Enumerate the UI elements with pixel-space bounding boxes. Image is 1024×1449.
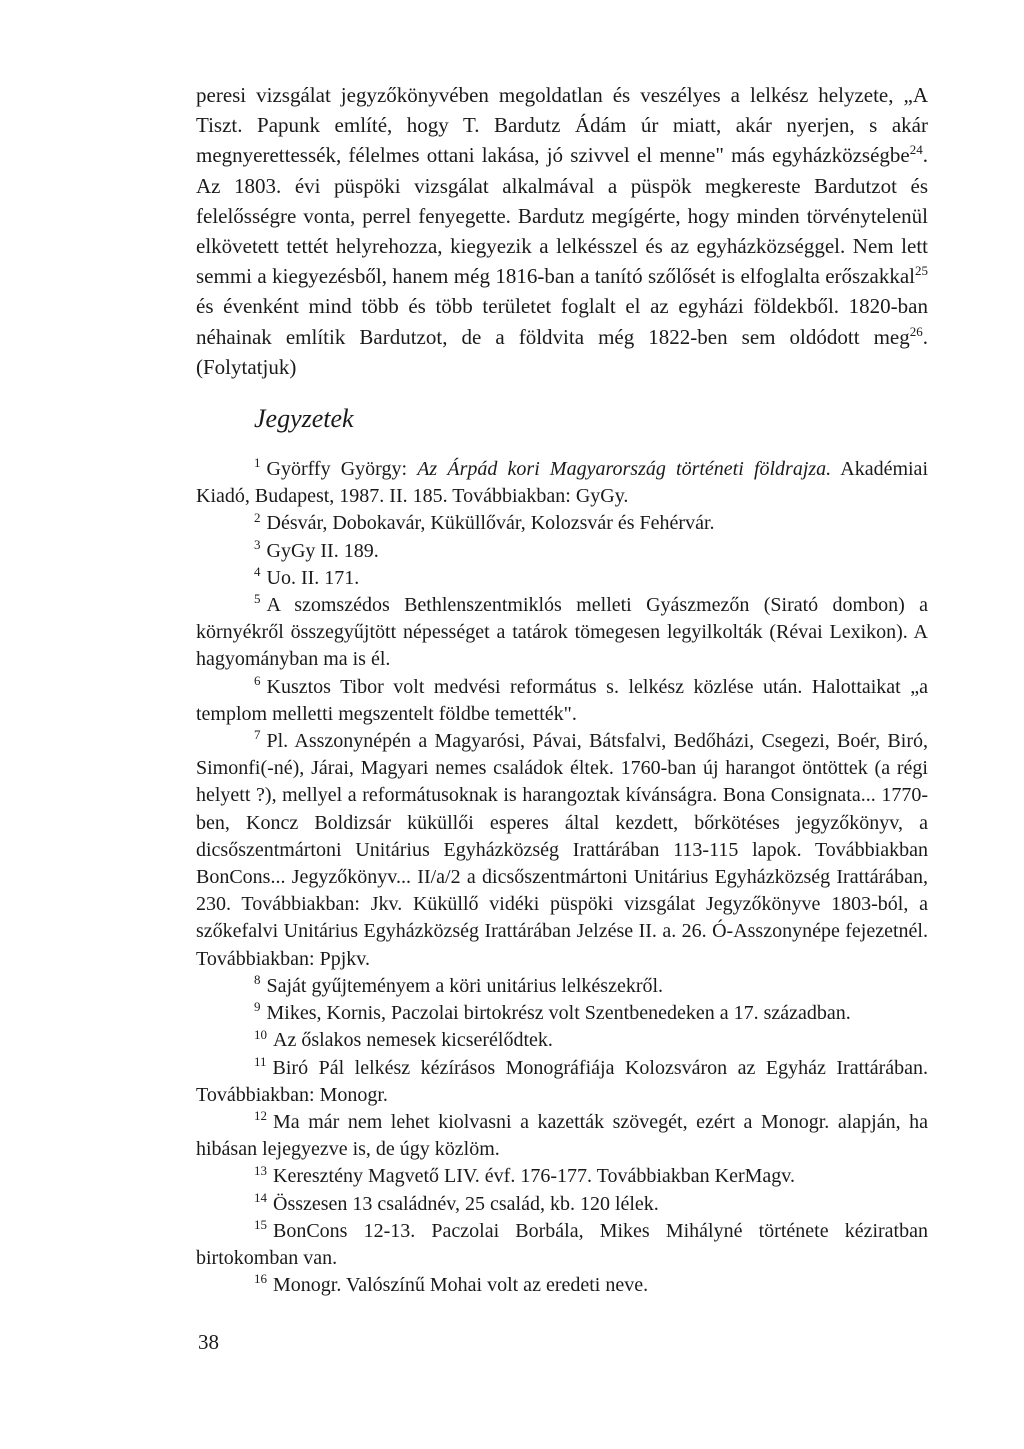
note-text: Monogr. Valószínű Mohai volt az eredeti neve. — [273, 1274, 649, 1297]
note-number: 16 — [254, 1271, 267, 1287]
note-number: 15 — [254, 1217, 267, 1233]
note-text: Az őslakos nemesek kicserélődtek. — [273, 1029, 553, 1052]
page-number: 38 — [198, 1330, 219, 1354]
note-item — [196, 510, 928, 537]
page-content — [196, 80, 928, 1299]
note-item — [196, 1163, 928, 1190]
note-number: 9 — [254, 999, 261, 1015]
note-text: Désvár, Dobokavár, Küküllővár, Kolozsvár és Fehérvár. — [266, 512, 715, 535]
note-item — [196, 1218, 928, 1272]
note-number: 14 — [254, 1189, 267, 1205]
note-text: Györffy György: — [266, 458, 418, 481]
note-text: Biró Pál lelkész kézírásos Monográfiája Kolozsváron az Egyház Irattárában. Továbbiakban: Monogr. — [196, 1056, 928, 1106]
note-text: Uo. II. 171. — [266, 566, 360, 589]
note-item — [196, 674, 928, 728]
note-number: 10 — [254, 1026, 267, 1042]
note-item — [196, 1191, 928, 1218]
note-number: 2 — [254, 509, 261, 525]
note-text: GyGy II. 189. — [266, 539, 379, 562]
note-italic-title: Az Árpád kori Magyarország történeti földrajza. — [417, 458, 832, 481]
body-text — [196, 80, 928, 382]
body-text-segment: . (Folytatjuk) — [196, 324, 928, 379]
note-text: Mikes, Kornis, Paczolai birtokrész volt Szentbenedeken a 17. században. — [266, 1002, 851, 1025]
note-item — [196, 973, 928, 1000]
body-text-segment: . Az 1803. évi püspöki vizsgálat alkalmával a püspök megkereste Bardutzot és felelősségre vonta, perrel fenyegette. Bardutz megígérte, hogy minden törvénytelenül elkövetett tettét helyrehozza, kiegyezik a lelkésszel és az egyházközséggel. Nem lett semmi a kiegyezésből, hanem még 1816-ban a tanító szőlősét is elfoglalta erőszakkal — [196, 143, 928, 289]
note-item — [196, 1000, 928, 1027]
note-number: 3 — [254, 536, 261, 552]
note-number: 13 — [254, 1162, 267, 1178]
note-item — [196, 1109, 928, 1163]
note-number: 6 — [254, 673, 261, 688]
notes-list — [196, 456, 928, 1299]
body-text-segment: és évenként mind több és több területet foglalt el az egyházi földekből. 1820-ban néhainak említik Bardutzot, de a földvita még 1822-ben sem oldódott meg — [196, 294, 928, 349]
note-item — [196, 1027, 928, 1054]
note-item — [196, 565, 928, 592]
note-number: 8 — [254, 972, 261, 988]
note-text: Kusztos Tibor volt medvési református s. lelkész közlése után. Halottaikat „a templom melletti megszentelt földbe temették". — [196, 675, 928, 725]
note-text: Összesen 13 családnév, 25 család, kb. 120 lélek. — [273, 1192, 659, 1215]
note-number: 1 — [254, 455, 261, 471]
note-number: 12 — [254, 1108, 267, 1124]
note-item — [196, 1272, 928, 1299]
note-text: Saját gyűjteményem a köri unitárius lelkészekről. — [266, 974, 664, 997]
footnote-ref: 26 — [909, 323, 923, 339]
note-number: 11 — [254, 1053, 267, 1069]
note-text: A szomszédos Bethlenszentmiklós melleti Gyászmezőn (Sirató dombon) a környékről összegyűjtött népességet a tatárok tömegesen legyilkolták (Révai Lexikon). A hagyományban ma is él. — [196, 594, 928, 671]
footnote-ref: 25 — [915, 263, 928, 279]
note-item — [196, 728, 928, 973]
notes-heading: Jegyzetek — [254, 404, 354, 434]
body-paragraph — [196, 80, 928, 382]
note-text: Keresztény Magvető LIV. évf. 176-177. Továbbiakban KerMagv. — [273, 1165, 795, 1188]
note-item — [196, 456, 928, 510]
body-text-segment: peresi vizsgálat jegyzőkönyvében megoldatlan és veszélyes a lelkész helyzete, „A Tiszt. Papunk említé, hogy T. Bardutz Ádám úr miatt, akár nyerjen, s akár megnyerettessék, félelmes ottani lakása, jó szivvel el menne" más egyházközségbe — [196, 83, 928, 168]
note-number: 4 — [254, 564, 261, 580]
note-item — [196, 592, 928, 674]
note-item — [196, 538, 928, 565]
note-text: Akadémiai Kiadó, Budapest, 1987. II. 185. Továbbiakban: GyGy. — [196, 458, 928, 508]
note-number: 7 — [254, 727, 261, 743]
footnote-ref: 24 — [909, 142, 923, 158]
note-item — [196, 1055, 928, 1109]
note-text: BonCons 12-13. Paczolai Borbála, Mikes Mihályné története kéziratban birtokomban van. — [196, 1219, 928, 1269]
note-text: Ma már nem lehet kiolvasni a kazetták szövegét, ezért a Monogr. alapján, ha hibásan lejegyezve is, de úgy közlöm. — [196, 1110, 928, 1161]
note-text: Pl. Asszonynépén a Magyarósi, Pávai, Bátsfalvi, Bedőházi, Csegezi, Boér, Biró, Simonfi(-né), Járai, Magyari nemes családok éltek. 1760-ban új harangot öntöttek (a régi helyett ?), mellyel a reformátusoknak is harangoztak kívánságra. Bona Consignata... 1770-ben, Koncz Boldizsár küküllői esperes által kezdett, bőrkötéses jegyzőkönyv, a dicsőszentmártoni Unitárius Egyházközség Irattárában 113-115 lapok. Továbbiakban BonCons... Jegyzőkönyv... II/a/2 a dicsőszentmártoni Unitárius Egyházközség Irattárában, 230. Továbbiakban: Jkv. Küküllő vidéki püspöki vizsgálat Jegyzőkönyve 1803-ból, a szőkefalvi Unitárius Egyházközség Irattárában Jelzése II. a. 26. Ó-Asszonynépe fejezetnél. Továbbiakban: Ppjkv. — [196, 730, 928, 970]
note-number: 5 — [254, 591, 261, 607]
